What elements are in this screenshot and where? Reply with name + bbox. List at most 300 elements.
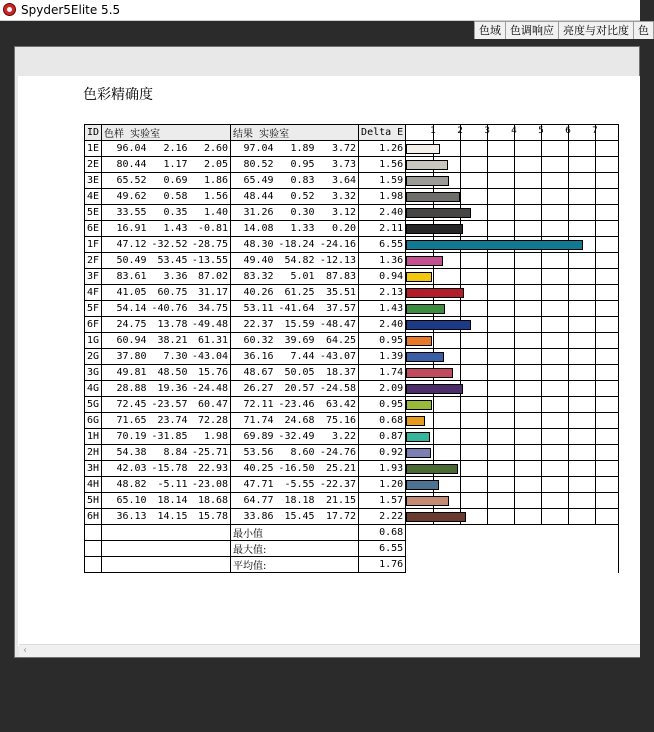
gridline — [487, 173, 488, 188]
delta-e-bar-cell — [406, 365, 619, 381]
sample-l: 24.75 — [102, 317, 149, 333]
delta-e-bar-area — [406, 509, 618, 524]
gridline — [595, 445, 596, 460]
gridline — [568, 189, 569, 204]
delta-e-bar — [406, 320, 471, 330]
gridline — [568, 349, 569, 364]
delta-e-value: 1.59 — [359, 173, 406, 189]
patch-id: 5H — [85, 493, 102, 509]
sample-a: 3.36 — [149, 269, 190, 285]
result-l: 14.08 — [231, 221, 276, 237]
gridline — [541, 509, 542, 524]
summary-spacer-sample — [102, 525, 231, 541]
delta-e-bar — [406, 288, 463, 298]
patch-id: 5E — [85, 205, 102, 221]
gridline — [541, 173, 542, 188]
delta-e-bar-cell — [406, 205, 619, 221]
result-b: 87.83 — [317, 269, 359, 285]
tab-tone-response[interactable]: 色调响应 — [505, 21, 559, 39]
gridline — [514, 285, 515, 300]
result-l: 72.11 — [231, 397, 276, 413]
gridline — [541, 301, 542, 316]
table-row — [85, 365, 619, 381]
patch-id: 3E — [85, 173, 102, 189]
sample-l: 65.52 — [102, 173, 149, 189]
sample-b: 87.02 — [190, 269, 231, 285]
delta-e-bar-cell — [406, 141, 619, 157]
gridline — [487, 253, 488, 268]
result-a: 8.60 — [276, 445, 317, 461]
gridline — [541, 429, 542, 444]
sample-b: -25.71 — [190, 445, 231, 461]
gridline — [514, 493, 515, 508]
gridline — [568, 461, 569, 476]
patch-id: 3G — [85, 365, 102, 381]
sample-l: 72.45 — [102, 397, 149, 413]
delta-e-value: 1.57 — [359, 493, 406, 509]
tab-strip — [0, 21, 649, 38]
summary-row — [85, 541, 619, 557]
gridline — [487, 317, 488, 332]
delta-e-bar-cell — [406, 397, 619, 413]
delta-e-bar — [406, 272, 431, 282]
delta-e-bar-cell — [406, 461, 619, 477]
delta-e-bar — [406, 336, 432, 346]
result-a: 24.68 — [276, 413, 317, 429]
table-row — [85, 429, 619, 445]
delta-e-bar — [406, 208, 471, 218]
tab-brightness-contrast[interactable]: 亮度与对比度 — [558, 21, 634, 39]
spyder-app-icon — [3, 3, 16, 16]
gridline — [514, 269, 515, 284]
gridline — [595, 381, 596, 396]
delta-e-bar-area — [406, 253, 618, 268]
color-accuracy-table — [84, 124, 619, 573]
gridline — [541, 381, 542, 396]
gridline — [541, 317, 542, 332]
gridline — [433, 429, 434, 444]
patch-id: 3H — [85, 461, 102, 477]
gridline — [568, 429, 569, 444]
delta-e-bar-area — [406, 317, 618, 332]
result-a: 50.05 — [276, 365, 317, 381]
table-row — [85, 285, 619, 301]
delta-e-bar-cell — [406, 237, 619, 253]
gridline — [595, 461, 596, 476]
gridline — [487, 461, 488, 476]
delta-e-bar-area — [406, 445, 618, 460]
result-l: 31.26 — [231, 205, 276, 221]
sample-a: 2.16 — [149, 141, 190, 157]
sample-a: -31.85 — [149, 429, 190, 445]
gridline — [595, 349, 596, 364]
sample-l: 49.62 — [102, 189, 149, 205]
result-l: 26.27 — [231, 381, 276, 397]
gridline — [460, 461, 461, 476]
col-header-delta-e: Delta E — [359, 125, 406, 141]
delta-e-value: 0.92 — [359, 445, 406, 461]
sample-b: 2.60 — [190, 141, 231, 157]
gridline — [487, 429, 488, 444]
gridline — [514, 317, 515, 332]
delta-e-bar — [406, 432, 429, 442]
sample-l: 54.38 — [102, 445, 149, 461]
patch-id: 4F — [85, 285, 102, 301]
gridline — [595, 333, 596, 348]
delta-e-bar-cell — [406, 445, 619, 461]
chart-tick-label: 7 — [592, 126, 598, 136]
table-row — [85, 205, 619, 221]
sample-b: 61.31 — [190, 333, 231, 349]
sample-b: 2.05 — [190, 157, 231, 173]
sample-a: 60.75 — [149, 285, 190, 301]
summary-label: 平均值: — [231, 557, 359, 573]
delta-e-value: 6.55 — [359, 237, 406, 253]
result-l: 64.77 — [231, 493, 276, 509]
delta-e-bar-area — [406, 221, 618, 236]
sample-a: 23.74 — [149, 413, 190, 429]
gridline — [460, 269, 461, 284]
gridline — [514, 301, 515, 316]
summary-value: 6.55 — [359, 541, 406, 557]
delta-e-value: 1.74 — [359, 365, 406, 381]
gridline — [595, 493, 596, 508]
gridline — [487, 381, 488, 396]
delta-e-bar-cell — [406, 349, 619, 365]
gridline — [514, 349, 515, 364]
delta-e-value: 0.68 — [359, 413, 406, 429]
sample-a: 0.35 — [149, 205, 190, 221]
result-b: 35.51 — [317, 285, 359, 301]
sample-l: 42.03 — [102, 461, 149, 477]
tab-bar — [475, 21, 654, 38]
gridline — [514, 141, 515, 156]
sample-l: 60.94 — [102, 333, 149, 349]
chart-tick-label: 2 — [457, 126, 463, 136]
delta-e-bar-cell — [406, 301, 619, 317]
result-l: 80.52 — [231, 157, 276, 173]
gridline — [487, 221, 488, 236]
patch-id: 6E — [85, 221, 102, 237]
delta-e-value: 2.09 — [359, 381, 406, 397]
delta-e-bar-area — [406, 157, 618, 172]
delta-e-bar-area — [406, 333, 618, 348]
table-row — [85, 349, 619, 365]
sample-a: 8.84 — [149, 445, 190, 461]
result-l: 60.32 — [231, 333, 276, 349]
delta-e-value: 1.20 — [359, 477, 406, 493]
delta-e-value: 1.26 — [359, 141, 406, 157]
gridline — [514, 157, 515, 172]
summary-value: 0.68 — [359, 525, 406, 541]
sample-b: -28.75 — [190, 237, 231, 253]
result-b: 3.12 — [317, 205, 359, 221]
sample-b: 1.40 — [190, 205, 231, 221]
sample-b: 15.78 — [190, 509, 231, 525]
gridline — [541, 141, 542, 156]
gridline — [487, 413, 488, 428]
table-row — [85, 477, 619, 493]
result-b: 3.72 — [317, 141, 359, 157]
sample-l: 37.80 — [102, 349, 149, 365]
tab-gamut[interactable]: 色域 — [474, 21, 506, 39]
delta-e-bar — [406, 352, 443, 362]
gridline — [541, 157, 542, 172]
delta-e-bar — [406, 224, 463, 234]
summary-spacer-chart — [406, 541, 619, 557]
sample-b: 18.68 — [190, 493, 231, 509]
sample-l: 41.05 — [102, 285, 149, 301]
gridline — [460, 189, 461, 204]
result-b: 25.21 — [317, 461, 359, 477]
chart-axis — [406, 125, 618, 140]
delta-e-bar-area — [406, 493, 618, 508]
patch-id: 2G — [85, 349, 102, 365]
sample-b: -13.55 — [190, 253, 231, 269]
delta-e-bar-cell — [406, 509, 619, 525]
delta-e-value: 2.11 — [359, 221, 406, 237]
gridline — [568, 173, 569, 188]
col-header-sample-lab: 色样 实验室 — [102, 125, 231, 141]
chart-tick-label: 1 — [430, 126, 437, 136]
delta-e-bar-cell — [406, 157, 619, 173]
gridline — [514, 253, 515, 268]
result-a: 1.33 — [276, 221, 317, 237]
result-b: 75.16 — [317, 413, 359, 429]
result-b: 63.42 — [317, 397, 359, 413]
gridline — [460, 429, 461, 444]
gridline — [568, 205, 569, 220]
gridline — [541, 189, 542, 204]
gridline — [487, 269, 488, 284]
sample-l: 16.91 — [102, 221, 149, 237]
result-a: 15.45 — [276, 509, 317, 525]
gridline — [568, 221, 569, 236]
gridline — [487, 301, 488, 316]
gridline — [568, 445, 569, 460]
table-row — [85, 381, 619, 397]
table-row — [85, 269, 619, 285]
delta-e-bar — [406, 144, 440, 154]
patch-id: 5G — [85, 397, 102, 413]
sample-b: -43.04 — [190, 349, 231, 365]
sample-l: 33.55 — [102, 205, 149, 221]
tab-color-truncated[interactable]: 色 — [633, 21, 654, 39]
gridline — [514, 189, 515, 204]
gridline — [460, 173, 461, 188]
gridline — [460, 445, 461, 460]
gridline — [514, 445, 515, 460]
delta-e-value: 2.22 — [359, 509, 406, 525]
delta-e-value: 0.94 — [359, 269, 406, 285]
result-a: 54.82 — [276, 253, 317, 269]
gridline — [541, 253, 542, 268]
gridline — [541, 285, 542, 300]
gridline — [514, 173, 515, 188]
result-l: 33.86 — [231, 509, 276, 525]
gridline — [541, 493, 542, 508]
delta-e-bar — [406, 512, 466, 522]
gridline — [460, 397, 461, 412]
summary-row — [85, 557, 619, 573]
delta-e-bar — [406, 400, 432, 410]
gridline — [595, 317, 596, 332]
gridline — [541, 413, 542, 428]
gridline — [541, 333, 542, 348]
gridline — [460, 477, 461, 492]
sample-b: 15.76 — [190, 365, 231, 381]
gridline — [487, 205, 488, 220]
table-row — [85, 221, 619, 237]
summary-spacer-sample — [102, 541, 231, 557]
gridline — [460, 141, 461, 156]
sample-b: -0.81 — [190, 221, 231, 237]
result-a: -18.24 — [276, 237, 317, 253]
gridline — [595, 301, 596, 316]
delta-e-bar-area — [406, 301, 618, 316]
gridline — [568, 285, 569, 300]
result-b: 21.15 — [317, 493, 359, 509]
summary-spacer-id — [85, 525, 102, 541]
sample-b: -49.48 — [190, 317, 231, 333]
gridline — [514, 477, 515, 492]
result-a: -32.49 — [276, 429, 317, 445]
gridline — [568, 413, 569, 428]
sample-a: 53.45 — [149, 253, 190, 269]
delta-e-bar — [406, 256, 443, 266]
gridline — [487, 285, 488, 300]
result-l: 83.32 — [231, 269, 276, 285]
table-row — [85, 157, 619, 173]
chart-axis-header — [406, 125, 619, 141]
result-a: -16.50 — [276, 461, 317, 477]
result-a: 0.95 — [276, 157, 317, 173]
result-b: 3.73 — [317, 157, 359, 173]
gridline — [595, 189, 596, 204]
sample-l: 48.82 — [102, 477, 149, 493]
delta-e-bar-area — [406, 237, 618, 252]
delta-e-value: 1.56 — [359, 157, 406, 173]
patch-id: 2F — [85, 253, 102, 269]
result-a: -5.55 — [276, 477, 317, 493]
result-a: 15.59 — [276, 317, 317, 333]
sample-a: 18.14 — [149, 493, 190, 509]
gridline — [595, 141, 596, 156]
gridline — [541, 397, 542, 412]
delta-e-bar-cell — [406, 413, 619, 429]
result-l: 48.44 — [231, 189, 276, 205]
sample-b: 31.17 — [190, 285, 231, 301]
gridline — [460, 253, 461, 268]
gridline — [460, 333, 461, 348]
gridline — [541, 205, 542, 220]
summary-label: 最小值 — [231, 525, 359, 541]
patch-id: 1H — [85, 429, 102, 445]
summary-value: 1.76 — [359, 557, 406, 573]
gridline — [487, 397, 488, 412]
delta-e-bar-area — [406, 205, 618, 220]
gridline — [541, 477, 542, 492]
result-b: -24.16 — [317, 237, 359, 253]
sample-l: 83.61 — [102, 269, 149, 285]
result-l: 22.37 — [231, 317, 276, 333]
patch-id: 2E — [85, 157, 102, 173]
sample-a: -23.57 — [149, 397, 190, 413]
result-a: 0.83 — [276, 173, 317, 189]
chart-tick-label: 4 — [511, 126, 517, 136]
gridline — [568, 381, 569, 396]
gridline — [595, 157, 596, 172]
sample-b: -24.48 — [190, 381, 231, 397]
result-l: 53.11 — [231, 301, 276, 317]
sample-l: 28.88 — [102, 381, 149, 397]
delta-e-bar-area — [406, 461, 618, 476]
result-l: 48.67 — [231, 365, 276, 381]
patch-id: 1F — [85, 237, 102, 253]
gridline — [433, 397, 434, 412]
table-row — [85, 509, 619, 525]
gridline — [541, 365, 542, 380]
gridline — [541, 349, 542, 364]
sample-a: 1.17 — [149, 157, 190, 173]
delta-e-bar-cell — [406, 317, 619, 333]
patch-id: 4H — [85, 477, 102, 493]
gridline — [595, 173, 596, 188]
gridline — [514, 429, 515, 444]
horizontal-scrollbar[interactable] — [19, 644, 640, 657]
gridline — [595, 477, 596, 492]
sample-l: 54.14 — [102, 301, 149, 317]
result-l: 69.89 — [231, 429, 276, 445]
result-b: 3.64 — [317, 173, 359, 189]
gridline — [487, 349, 488, 364]
gridline — [568, 157, 569, 172]
result-b: 3.22 — [317, 429, 359, 445]
table-row — [85, 333, 619, 349]
result-b: 18.37 — [317, 365, 359, 381]
summary-spacer-chart — [406, 557, 619, 573]
result-b: 17.72 — [317, 509, 359, 525]
gridline — [487, 365, 488, 380]
table-row — [85, 317, 619, 333]
delta-e-value: 0.87 — [359, 429, 406, 445]
summary-spacer-sample — [102, 557, 231, 573]
window-title: Spyder5Elite 5.5 — [21, 3, 121, 17]
gridline — [514, 413, 515, 428]
gridline — [460, 365, 461, 380]
delta-e-bar — [406, 384, 462, 394]
result-l: 40.25 — [231, 461, 276, 477]
summary-row — [85, 525, 619, 541]
scroll-left-arrow-icon[interactable]: ‹ — [23, 645, 27, 656]
gridline — [595, 285, 596, 300]
gridline — [568, 141, 569, 156]
gridline — [595, 397, 596, 412]
delta-e-bar — [406, 176, 449, 186]
result-b: 64.25 — [317, 333, 359, 349]
gridline — [568, 397, 569, 412]
gridline — [595, 237, 596, 252]
delta-e-value: 2.13 — [359, 285, 406, 301]
gridline — [595, 221, 596, 236]
table-header-row — [85, 125, 619, 141]
chart-tick-label: 5 — [538, 126, 544, 136]
gridline — [460, 413, 461, 428]
delta-e-bar-area — [406, 413, 618, 428]
gridline — [595, 253, 596, 268]
delta-e-value: 0.95 — [359, 333, 406, 349]
gridline — [541, 221, 542, 236]
